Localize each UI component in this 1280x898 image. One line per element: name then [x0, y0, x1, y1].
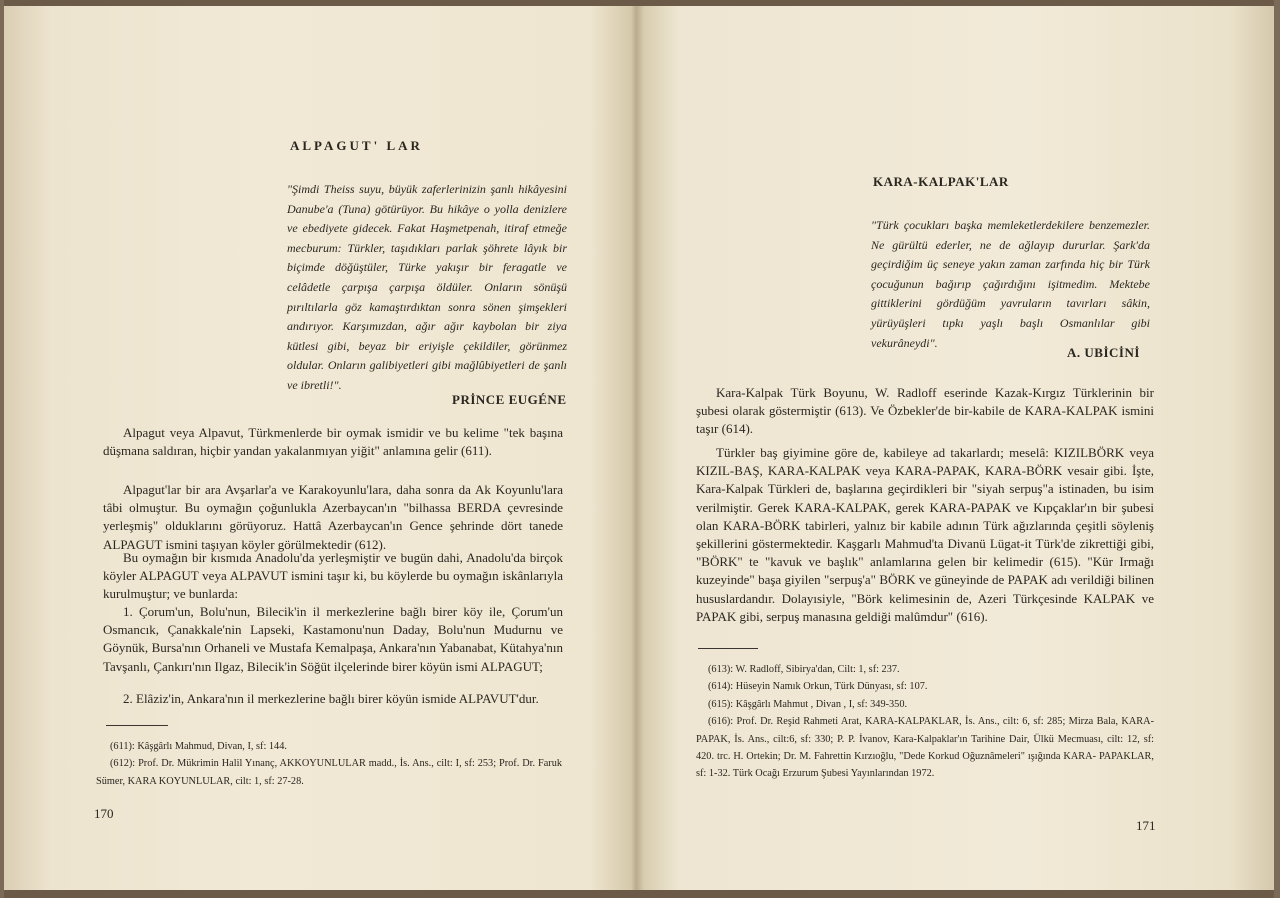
footnote-613: (613): W. Radloff, Sibirya'dan, Cilt: 1, sf: 237. [708, 664, 900, 675]
page-number: 170 [94, 806, 114, 821]
right-page [640, 0, 1280, 898]
paragraph-5: 2. Elâziz'in, Ankara'nın il merkezlerine bağlı birer köyün ismide ALPAVUT'dur. [123, 691, 539, 706]
chapter-title: ALPAGUT' LAR [290, 138, 423, 153]
footnotes [696, 661, 1154, 783]
footnote-615: (615): Kâşgârlı Mahmut , Divan , I, sf: 349-350. [708, 698, 908, 710]
paragraph-2: Türkler baş giyimine göre de, kabileye ad takarlardı; meselâ: KIZILBÖRK veya KIZIL-BAŞ, KARA-KALPAK veya KARA-PAPAK, KARA-BÖRK vesair gibi. İşte, Kara-Kalpak Türkleri de, başlarına geçirdikleri bir "siyah serpuş"a istinaden, bu isim verilmiştir. Gerek KARA-KALPAK, gerek KARA-PAPAK ve Kıpçaklar'ın bir şubesi olan KARA-BÖRK tabirleri, yalnız bir kabile adının Türk ağızlarında çeşitli söyleniş şekillerini göstermektedir. Kaşgarlı Mahmud'ta Divanü Lügat-it Türk'de zikrettiği gibi, "BÖRK" te "kavuk ve başlık" anlamlarına gelen bir kelimedir (615). "Kür Irmağı kuzeyinde" başa giyilen "serpuş'a" BÖRK ve güneyinde de PAPAK adı verildiği bilinen hususlardandır. Dolayısiyle, "Börk kelimesinin de, Azeri Türkçesinde KALPAK ve PAPAK gibi, serpuş manasına geldiği malûmdur" (616). [696, 445, 1154, 624]
paragraph-3: Bu oymağın bir kısmıda Anadolu'da yerleşmiştir ve bugün dahi, Anadolu'da birçok köyler ALPAGUT veya ALPAVUT ismini taşır ki, bu köylerde bu oymağın iskânlarıyla kurulmuştur; ve bunlarda: [103, 550, 563, 602]
footnote-614: (614): Hüseyin Namık Orkun, Türk Dünyası, sf: 107. [708, 681, 928, 693]
footnote-612: (612): Prof. Dr. Mükrimin Halil Yınanç, AKKOYUNLULAR madd., İs. Ans., cilt: I, sf: 253; Prof. Dr. Faruk Sümer, KARA KOYUNLULAR, cilt: 1, sf: 27-28. [96, 758, 562, 787]
epigraph-author: PRİNCE EUGÉNE [452, 392, 567, 407]
epigraph: "Şimdi Theiss suyu, büyük zaferlerinizin şanlı hikâyesini Danube'a (Tuna) götürüyor. Bu hikâye o yolla denizlere ve ebediyete gidecek. Fakat Haşmetpenah, itiraf etmeğe mecburum: Türkler, taşıdıkları parlak şöhrete lâyık bir biçimde döğüştüler, Türke yakışır bir feragatle ve celâdetle çarpışa çarpışa öldüler. Onların sönüşü pırıltılarla göz kamaştırdıktan sonra sönen şimşekleri andırıyor. Karşımızdan, ağır ağır kaybolan bir ziya kütlesi gibi, beyaz bir eriyişle çekildiler, görünmez oldular. Onların galibiyetleri gibi mağlûbiyetleri de şanlı ve ibretli!". [287, 182, 567, 392]
page-number: 171 [1136, 818, 1156, 833]
chapter-title: KARA-KALPAK'LAR [873, 174, 1009, 189]
paragraph-4: 1. Çorum'un, Bolu'nun, Bilecik'in il merkezlerine bağlı birer köy ile, Çorum'un Osmancık, Çanakkale'nin Lapseki, Kastamonu'nun Daday, Bolu'nun Mudurnu ve Göynük, Bursa'nın Orhaneli ve Mustafa Kemalpaşa, Ankara'nın Yabanabat, Kütahya'nın Tavşanlı, Çankırı'nın Ilgaz, Bilecik'in Söğüt ilçelerinde birer köyün ismi ALPAGUT; [103, 604, 563, 674]
epigraph: "Türk çocukları başka memleketlerdekilere benzemezler. Ne gürültü ederler, ne de ağlayıp dururlar. Şark'da geçirdiğim üç seneye yakın zaman zarfında hiç bir Türk çocuğunun bağırıp çağırdığını işitmedim. Mektebe gittiklerini gördüğüm yavruların tavırları sâkin, yürüyüşleri tıpkı yaşlı başlı Osmanlılar gibi vekurâneydi". [871, 218, 1150, 350]
epigraph-author: A. UBİCİNİ [1067, 345, 1140, 360]
footnote-rule [698, 648, 758, 649]
paragraph-1: Alpagut veya Alpavut, Türkmenlerde bir oymak ismidir ve bu kelime "tek başına düşmana saldıran, hiçbir yandan yakalanmıyan yiğit" anlamına gelir (611). [103, 425, 563, 459]
footnote-616: (616): Prof. Dr. Reşid Rahmeti Arat, KARA-KALPAKLAR, İs. Ans., cilt: 6, sf: 285; Mirza Bala, KARA-PAPAK, İs. Ans., cilt:6, sf: 330; P. P. İvanov, Kara-Kalpaklar'ın Tarihine Dair, Ülkü Mecmuası, cilt: 12, sf: 420. trc. H. Ortekin; Dr. M. Fahrettin Kırzıoğlu, "Dede Korkud Oğuznâmeleri" ışığında KARA- PAPAKLAR, sf: 1-32. Türk Ocağı Erzurum Şubesi Yayınlarından 1972. [696, 716, 1154, 780]
footnote-rule [106, 725, 168, 726]
paragraph-1: Kara-Kalpak Türk Boyunu, W. Radloff eserinde Kazak-Kırgız Türklerinin bir şubesi olarak göstermiştir (613). Ve Özbekler'de bir-kabile de KARA-KALPAK ismini taşır (614). [696, 385, 1154, 437]
footnotes [96, 738, 562, 790]
paragraph-2: Alpagut'lar bir ara Avşarlar'a ve Karakoyunlu'lara, daha sonra da Ak Koyunlu'lara tâbi olmuştur. Bu oymağın çoğunlukla Azerbaycan'ın "bilhassa BERDA çevresinde yerleşmiş" olduklarını görüyoruz. Hattâ Azerbaycan'ın Gence şehrinde dört tanede ALPAGUT ismini taşıyan köyler görülmektedir (612). [103, 482, 563, 552]
footnote-611: (611): Kâşgârlı Mahmud, Divan, I, sf: 144. [110, 741, 287, 752]
left-page [0, 0, 638, 898]
